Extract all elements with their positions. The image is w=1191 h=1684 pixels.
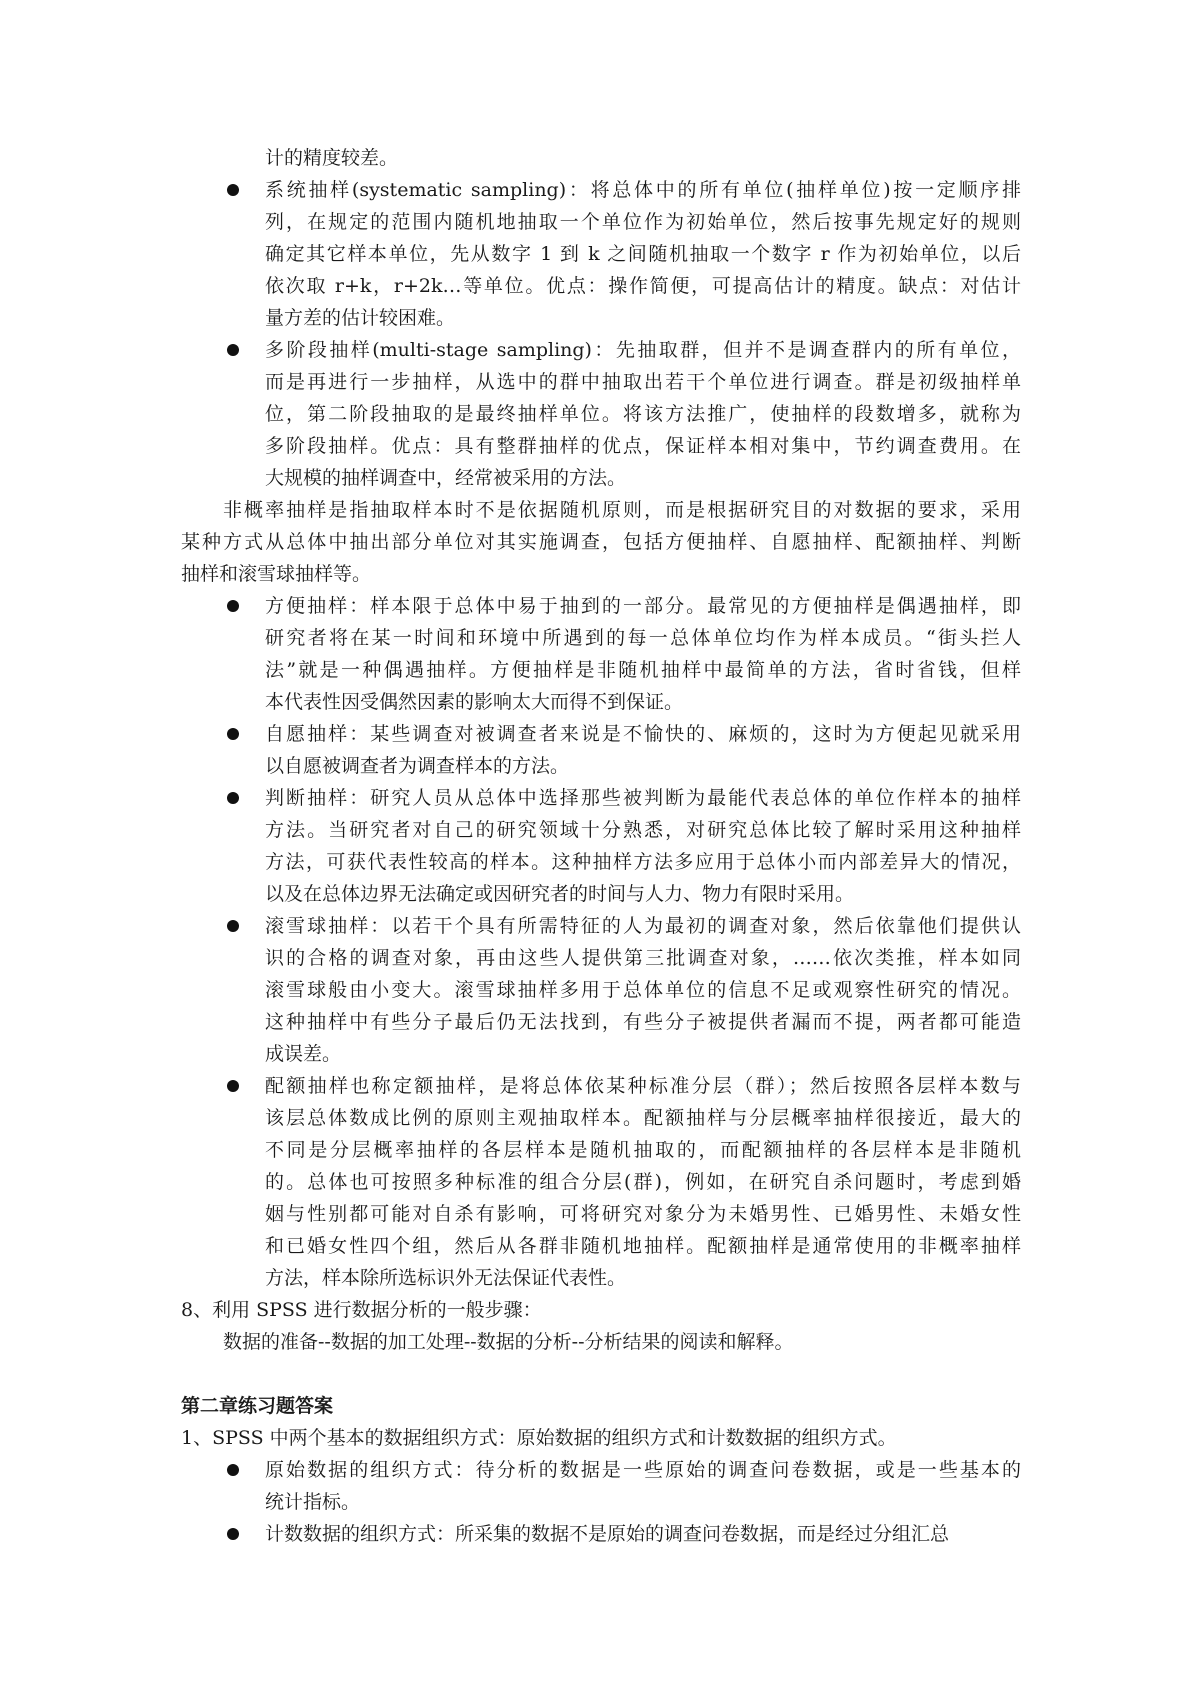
bullet-dot-icon [227, 920, 239, 932]
line-text: 自愿抽样：某些调查对被调查者来说是不愉快的、麻烦的，这时为方便起见就采用 [265, 723, 1021, 745]
line-text: 判断抽样：研究人员从总体中选择那些被判断为最能代表总体的单位作样本的抽样 [265, 787, 1021, 809]
bullet-continuation-line [181, 238, 1021, 270]
section-heading: 第二章练习题答案 [181, 1395, 334, 1417]
bullet-continuation-line [181, 398, 1021, 430]
bullet-continuation-line [181, 1262, 1021, 1294]
document-body [181, 142, 1021, 1550]
line-text: 多阶段抽样(multi-stage sampling)：先抽取群，但并不是调查群内的所有单位， [265, 339, 1021, 361]
line-text: 计的精度较差。 [265, 147, 399, 169]
line-text: 而是再进行一步抽样，从选中的群中抽取出若干个单位进行调查。群是初级抽样单 [265, 371, 1021, 393]
line-text: 的。总体也可按照多种标准的组合分层(群)，例如，在研究自杀问题时，考虑到婚 [265, 1171, 1021, 1193]
bullet-continuation-line [181, 142, 1021, 174]
line-text: 方法，可获代表性较高的样本。这种抽样方法多应用于总体小而内部差异大的情况， [265, 851, 1021, 873]
bullet-continuation-line [181, 1230, 1021, 1262]
bullet-continuation-line [181, 1102, 1021, 1134]
bullet-continuation-line [181, 1006, 1021, 1038]
bullet-item-line [181, 1518, 1021, 1550]
bullet-dot-icon [227, 792, 239, 804]
bullet-continuation-line [181, 1486, 1021, 1518]
bullet-continuation-line [181, 1134, 1021, 1166]
line-text: 统计指标。 [265, 1491, 361, 1513]
bullet-item-line [181, 174, 1021, 206]
bullet-continuation-line [181, 1166, 1021, 1198]
bullet-continuation-line [181, 686, 1021, 718]
bullet-continuation-line [181, 1198, 1021, 1230]
paragraph-line [181, 558, 1021, 590]
line-text: 系统抽样(systematic sampling)：将总体中的所有单位(抽样单位)按一定顺序排 [265, 179, 1021, 201]
line-text: 以及在总体边界无法确定或因研究者的时间与人力、物力有限时采用。 [265, 883, 855, 905]
bullet-dot-icon [227, 184, 239, 196]
bullet-continuation-line [181, 206, 1021, 238]
line-text: 大规模的抽样调查中，经常被采用的方法。 [265, 467, 627, 489]
line-text: 列，在规定的范围内随机地抽取一个单位作为初始单位，然后按事先规定好的规则 [265, 211, 1021, 233]
line-text: 和已婚女性四个组，然后从各群非随机地抽样。配额抽样是通常使用的非概率抽样 [265, 1235, 1021, 1257]
bullet-continuation-line [181, 302, 1021, 334]
line-text: 计数数据的组织方式：所采集的数据不是原始的调查问卷数据，而是经过分组汇总 [265, 1523, 950, 1545]
bullet-continuation-line [181, 366, 1021, 398]
bullet-item-line [181, 590, 1021, 622]
bullet-dot-icon [227, 1464, 239, 1476]
line-text: 识的合格的调查对象，再由这些人提供第三批调查对象，……依次类推，样本如同 [265, 947, 1021, 969]
line-text: 姻与性别都可能对自杀有影响，可将研究对象分为未婚男性、已婚男性、未婚女性 [265, 1203, 1021, 1225]
bullet-dot-icon [227, 344, 239, 356]
line-text: 非概率抽样是指抽取样本时不是依据随机原则，而是根据研究目的对数据的要求，采用 [223, 499, 1021, 521]
blank-line [181, 1358, 1021, 1390]
bullet-continuation-line [181, 942, 1021, 974]
line-text: 数据的准备--数据的加工处理--数据的分析--分析结果的阅读和解释。 [223, 1331, 794, 1353]
line-text: 滚雪球抽样：以若干个具有所需特征的人为最初的调查对象，然后依靠他们提供认 [265, 915, 1021, 937]
line-text: 方法。当研究者对自己的研究领域十分熟悉，对研究总体比较了解时采用这种抽样 [265, 819, 1021, 841]
line-text: 8、利用 SPSS 进行数据分析的一般步骤： [181, 1299, 542, 1321]
bullet-continuation-line [181, 814, 1021, 846]
line-text: 原始数据的组织方式：待分析的数据是一些原始的调查问卷数据，或是一些基本的 [265, 1459, 1021, 1481]
bullet-item-line [181, 782, 1021, 814]
line-text: 配额抽样也称定额抽样，是将总体依某种标准分层（群）；然后按照各层样本数与 [265, 1075, 1021, 1097]
line-text: 多阶段抽样。优点：具有整群抽样的优点，保证样本相对集中，节约调查费用。在 [265, 435, 1021, 457]
line-text: 确定其它样本单位，先从数字 1 到 k 之间随机抽取一个数字 r 作为初始单位，以后 [265, 243, 1021, 265]
bullet-continuation-line [181, 654, 1021, 686]
line-text: 依次取 r+k，r+2k…等单位。优点：操作简便，可提高估计的精度。缺点：对估计 [265, 275, 1021, 297]
bullet-dot-icon [227, 600, 239, 612]
line-text: 法”就是一种偶遇抽样。方便抽样是非随机抽样中最简单的方法，省时省钱，但样 [265, 659, 1021, 681]
line-text: 量方差的估计较困难。 [265, 307, 456, 329]
line-text: 1、SPSS 中两个基本的数据组织方式：原始数据的组织方式和计数数据的组织方式。 [181, 1427, 897, 1449]
line-text: 不同是分层概率抽样的各层样本是随机抽取的，而配额抽样的各层样本是非随机 [265, 1139, 1021, 1161]
bullet-continuation-line [181, 974, 1021, 1006]
line-text: 抽样和滚雪球抽样等。 [181, 563, 372, 585]
bullet-item-line [181, 1454, 1021, 1486]
line-text: 位，第二阶段抽取的是最终抽样单位。将该方法推广，使抽样的段数增多，就称为 [265, 403, 1021, 425]
paragraph-line [181, 1294, 1021, 1326]
line-text: 方便抽样：样本限于总体中易于抽到的一部分。最常见的方便抽样是偶遇抽样，即 [265, 595, 1021, 617]
paragraph-first-line [181, 494, 1021, 526]
paragraph-first-line [181, 1326, 1021, 1358]
bullet-continuation-line [181, 622, 1021, 654]
bullet-continuation-line [181, 750, 1021, 782]
bullet-continuation-line [181, 430, 1021, 462]
bullet-continuation-line [181, 878, 1021, 910]
paragraph-line [181, 1422, 1021, 1454]
bullet-dot-icon [227, 1080, 239, 1092]
paragraph-line [181, 526, 1021, 558]
line-text: 研究者将在某一时间和环境中所遇到的每一总体单位均作为样本成员。“街头拦人 [265, 627, 1021, 649]
bullet-dot-icon [227, 728, 239, 740]
bullet-continuation-line [181, 462, 1021, 494]
line-text: 以自愿被调查者为调查样本的方法。 [265, 755, 570, 777]
bullet-item-line [181, 718, 1021, 750]
line-text: 这种抽样中有些分子最后仍无法找到，有些分子被提供者漏而不提，两者都可能造 [265, 1011, 1021, 1033]
line-text: 该层总体数成比例的原则主观抽取样本。配额抽样与分层概率抽样很接近，最大的 [265, 1107, 1021, 1129]
line-text: 成误差。 [265, 1043, 342, 1065]
bullet-item-line [181, 1070, 1021, 1102]
line-text: 滚雪球般由小变大。滚雪球抽样多用于总体单位的信息不足或观察性研究的情况。 [265, 979, 1021, 1001]
bullet-continuation-line [181, 846, 1021, 878]
bullet-continuation-line [181, 270, 1021, 302]
bullet-item-line [181, 910, 1021, 942]
bullet-continuation-line [181, 1038, 1021, 1070]
line-text: 本代表性因受偶然因素的影响太大而得不到保证。 [265, 691, 684, 713]
line-text: 某种方式从总体中抽出部分单位对其实施调查，包括方便抽样、自愿抽样、配额抽样、判断 [181, 531, 1021, 553]
bullet-item-line [181, 334, 1021, 366]
line-text: 方法，样本除所选标识外无法保证代表性。 [265, 1267, 627, 1289]
bullet-dot-icon [227, 1528, 239, 1540]
